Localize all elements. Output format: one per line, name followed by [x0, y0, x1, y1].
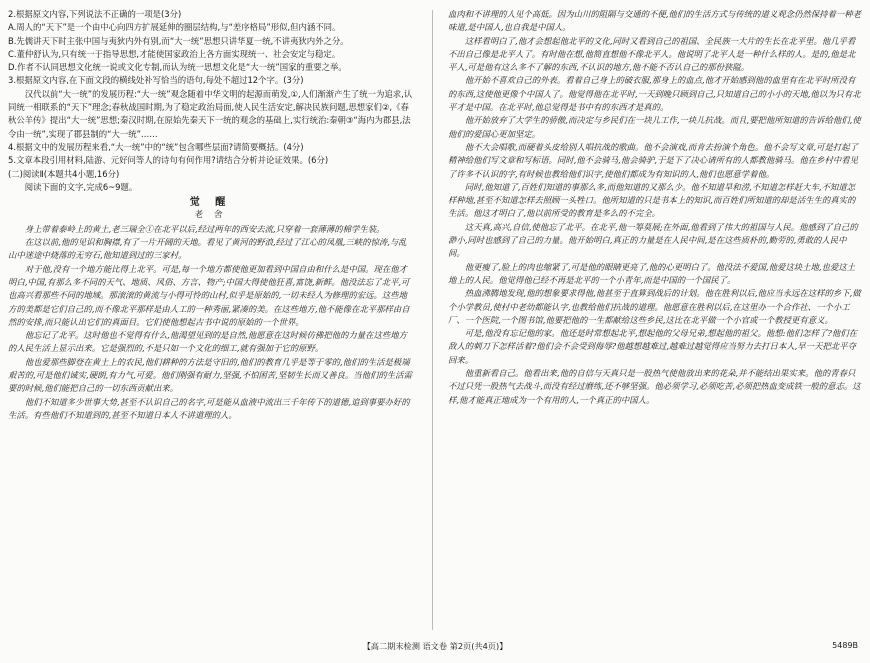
exam-code: 5489B [832, 641, 858, 650]
story-paragraph: 他们不知道多少世事大势,甚至不认识自己的名字,可是能从血液中流出三千年传下的道德,追到事要办好的生活。有些他们不知道到的,甚至不知道日本人不讲道理的人。 [8, 396, 410, 420]
story-paragraph: 他开始不喜欢自己的外表。看着自己身上的破衣服,那身上的血点,他才开始感到他的血里有在北平时所没有的东西,这使他更像个中国人了。他觉得他在北平时,一天到晚只顾到自己,只知道自己的小小的天地,他以为只有北平才是中国。在北平时,他总觉得是书中有的东西才是真的。 [448, 75, 861, 113]
story-paragraph: 他也爱那些脚登在黄土上的农民,他们耕种的方法是守旧的,他们的教育几乎是等于零的,他们的生活是极端艰苦的,可是他们诚实,硬朗,有力气,可爱。他们刚强有耐力,坚强,不怕困苦,坚韧生长而又善良。当他们的生活需要的时候,他们能把自己的一切东西贡献出来。 [8, 356, 412, 394]
option-d: D.作者不认同思想文化统一说或文化专制,而认为统一思想文化是“大一统”国家的重要之举。 [8, 62, 347, 73]
question-4: 4.根据文中的发展历程来看,“大一统”中的“统”包含哪些层面?请简要概括。(4分) [8, 141, 304, 152]
story-title: 觉 醒 [189, 197, 232, 209]
question-3-passage: 汉代以前“大一统”的发展历程:“大一统”观念随着中华文明的起源而萌发,①,人们渐渐产生了统一为追求,认同统一相联系的“天下”理念;春秋战国时期,为了稳定政治局面,使人民生活安定,解决民族问题,思想家们②,《春秋公羊传》提出“大一统”思想;秦汉时期,在原始先秦天下一统的观念的基础上,实行统治:秦朝③“海内为郡县,法令由一统”,实现了郡县制的“大一统”…… [8, 88, 413, 139]
question-5: 5.文章本段引用材料,陆游、元好问等人的诗句有何作用?请结合分析并论证效果。(6分) [8, 155, 329, 166]
question-2: 2.根据原文内容,下列说法不正确的一项是(3分) [8, 9, 182, 19]
story-paragraph: 他更瘦了,脸上的肉也缩紧了,可是他的眼睛更亮了,他的心更明白了。他没法不爱国,他爱这块土地,也爱这土地上的人民。他觉得他已经不再是北平的一个小青年,而是中国的一个国民了。 [448, 261, 855, 285]
left-column [8, 8, 413, 422]
column-divider [432, 10, 433, 630]
story-paragraph: 同时,他知道了,百姓们知道的事那么多,而他知道的又那么少。他不知道旱和涝,不知道怎样赶大车,不知道怎样种地,甚至不知道怎样去照顾一头牲口。他所知道的只是书本上的知识,而百姓们所知道的却是活生生的真实的生活。他这才明白了,他以前所受的教育是多么的不完全。 [448, 181, 856, 219]
story-paragraph: 这样看明白了,他才会想起他北平的文化,同时又看到自己的祖国、全民族一大片的生长在北平里。他几乎看不出自己像是北平人了。有时他在想,他简直想他不像北平人。他说明了北平人是一种什么样的人。是的,他是北平人,可是他有这么多不了解的东西,不认识的地方,他不能不否认自己的那份狭隘。 [448, 35, 856, 73]
story-paragraph: 他开始放弃了大学生的骄傲,而决定与乡民们在一块儿工作,一块儿抗战。而且,要把他所知道的告诉给他们,使他们的爱国心更加坚定。 [448, 115, 861, 139]
right-column [448, 8, 862, 407]
option-b: B.先儒讲天下时主张中国与夷狄内外有别,而“大一统”思想只讲华夏一统,不讲夷狄内外之分。 [8, 35, 349, 46]
story-paragraph: 对于他,没有一个地方能比得上北平。可是,每一个地方都使他更加看到中国自由和什么是中国。现在他才明白,中国,有那么多不同的天气、地质、风俗、方言、物产;中国大得使他狂喜,富饶,新鲜。他没法忘了北平,可也高兴看那些不同的地域。那滚滚的黄流与小得可怜的山村,似乎是原始的,一切未经人为修理的宏远。这些地方的美都是它们自己的,而不像北平那样是由人工的一种秀丽,紧凑的美。在这些地方,他不能像在北平那样由自然的安排,而只能认出它们的真面目。它们使他想起古书中说的原始的一个世界。 [8, 263, 410, 327]
option-c: C.董仲舒认为,只有统一于指导思想,才能使国家政治上各方面实现统一、社会安定与稳定。 [8, 48, 341, 59]
story-paragraph: 身上带着泰岭上的黄土,老三瑞全①在北平以后,经过两年的西安去流,只穿着一套薄薄的棉学生装。 [24, 223, 385, 234]
option-a: A.周人的“天下”是一个由中心向四方扩展延伸的圈层结构,与“差序格局”形似,但内涵不同。 [8, 22, 341, 33]
story-author: 老 舍 [194, 210, 227, 221]
page-footer: 【高二期末检测 语文卷 第2页(共4页)】 [362, 641, 508, 651]
story-paragraph: 血肉和不讲理的人见个高低。因为山川的阻隔与交通的不便,他们的生活方式与传统的道义观念仍然保持着一种老味道,是中国人,也自我是中国人。 [448, 9, 862, 33]
story-paragraph: 这天真,高兴,自信,使他忘了北平。在北平,他一筹莫展;在外面,他看到了伟大的祖国与人民。他感到了自己的渺小,同时也感到了自己的力量。他开始明白,真正的力量是在人民中间,是在这些质朴的,勤劳的,勇敢的人民中间。 [448, 221, 858, 259]
section-heading: (二)阅读Ⅱ(本题共4小题,16分) [8, 168, 120, 179]
question-3: 3.根据原文内容,在下面文段的横线处补写恰当的语句,每处不超过12个字。(3分) [8, 75, 304, 86]
story-paragraph: 他重新看自己。他看出来,他的自信与天真只是一股热气使他放出来的花朵,并不能结出果实来。他的青春只不过只凭一股热气去战斗,而没有经过磨练,还不够坚强。他必须学习,必须吃苦,必须把热血变成铁一般的意志。这样,他才能真正地成为一个有用的人,一个真正的中国人。 [448, 368, 861, 405]
story-paragraph: 热血沸腾地发现,他的想象要求得他,他甚至于直算到战后的计划。他在胜利以后,他应当永远在这样的乡下,做个小学教员,使村中老幼都能认字,也教给他们抗战的道理。他愿意在胜利以后,在这里办一个合作社、一个小工厂、一个医院,一个图书馆,他要把他的一生都献给这些乡民,这比在北平做一个小官或一个教授更有意义。 [448, 288, 861, 325]
story-paragraph: 可是,他没有忘记他的家。他还是时常想起北平,想起他的父母兄弟,想起他的祖父。他想:他们怎样了?他们在敌人的刺刀下怎样活着?他们会不会受到侮辱?他越想越难过,越难过越觉得应当努力去打日本人,早一天把北平夺回来。 [448, 328, 857, 365]
story-paragraph: 在这以前,他的见识和胸襟,有了一片开阔的天地。看见了黄河的野浪,经过了江心的凤凰,三峡的惊涛,与乱山中迷途中烧落的无穷石,他知道到过的三家村。 [8, 237, 407, 261]
story-paragraph: 他忘记了北平。这时他也不觉得有什么,他渴望见到的是自然,他愿意在这时候仿佛把他的力量在这些地方的人民生活上显示出来。它是强烈的,不是只如一个文化的细工,就有强加于它的原野。 [8, 330, 407, 354]
reading-instruction: 阅读下面的文字,完成6~9题。 [24, 181, 138, 192]
story-paragraph: 他不大会唱歌,而硬着头皮给别人唱抗战的歌曲。他不会演戏,而肯去扮演个角色。他不会写文章,可是打起了精神给他们写文章和写标语。同时,他不会骑马,他会骑驴,于是下了决心请所有的人都教他骑马。他在乡村中看见了许多不认识的字,有时候也教给他们识字,使他们都成为有知识的人,他们也愿意学着他。 [448, 141, 859, 179]
